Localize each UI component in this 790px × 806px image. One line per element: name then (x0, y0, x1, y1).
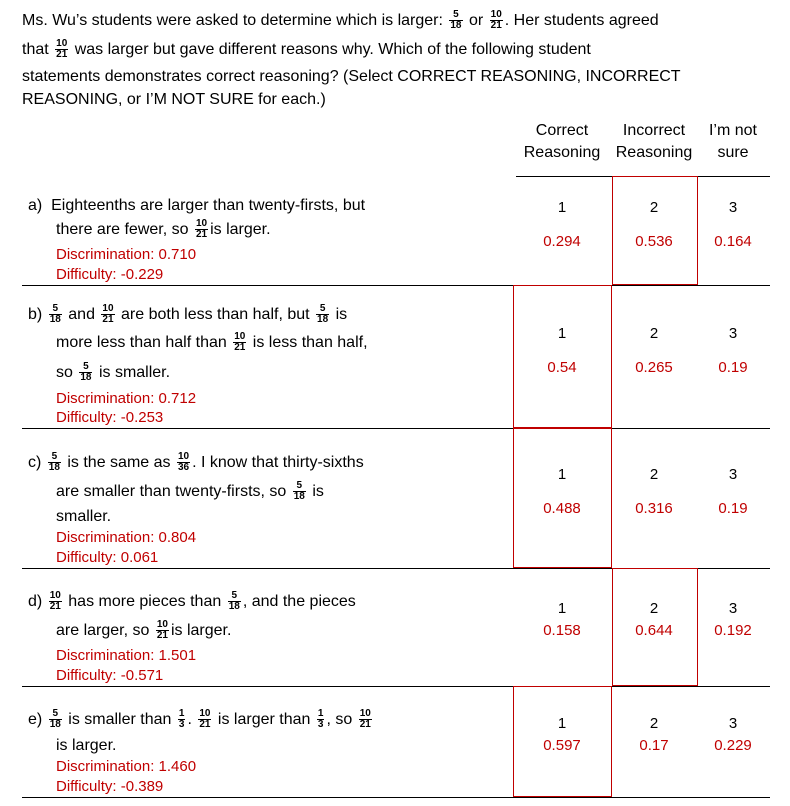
numerator: 5 (316, 304, 329, 315)
column-header-incorrect (612, 120, 696, 164)
option-code-correct: 1 (557, 466, 567, 483)
option-code-not-sure: 3 (728, 715, 738, 732)
question-line-2 (22, 36, 591, 63)
numerator: 1 (178, 708, 185, 720)
proportion-incorrect: 0.536 (635, 233, 673, 250)
correct-answer-box-b (513, 285, 612, 428)
item-text: . (187, 711, 192, 728)
difficulty-value: Difficulty: -0.389 (56, 778, 164, 795)
column-header-correct (518, 120, 606, 164)
proportion-not-sure: 0.164 (714, 233, 752, 250)
denominator: 21 (102, 314, 114, 326)
item-text: . I know that thirty-sixths (192, 454, 364, 471)
fraction-5-18 (48, 452, 61, 473)
option-code-not-sure: 3 (728, 199, 738, 216)
question-text: . Her students agreed (504, 12, 659, 29)
proportion-not-sure: 0.19 (718, 500, 748, 517)
fraction-5-18 (49, 304, 62, 325)
denominator: 21 (359, 719, 371, 731)
numerator: 5 (49, 304, 62, 315)
item-d-line-1 (28, 590, 356, 614)
denominator: 21 (234, 342, 246, 354)
item-b-line-1 (28, 303, 347, 327)
option-code-incorrect: 2 (649, 466, 659, 483)
fraction-10-21 (55, 39, 68, 60)
option-code-incorrect: 2 (649, 325, 659, 342)
fraction-5-18 (316, 304, 329, 325)
item-c-line-3: smaller. (56, 508, 112, 525)
row-divider (22, 797, 770, 798)
denominator: 18 (228, 601, 240, 613)
question-text: or (468, 12, 484, 29)
item-c-line-1 (28, 451, 364, 475)
fraction-10-21 (359, 709, 372, 730)
item-label: c) (28, 454, 42, 471)
fraction-1-3 (317, 709, 325, 730)
fraction-10-21 (49, 591, 62, 612)
item-text: Eighteenths are larger than twenty-firsts, but (51, 197, 366, 214)
header-text: Reasoning (615, 144, 693, 161)
proportion-incorrect: 0.17 (639, 737, 669, 754)
question-line-1 (22, 7, 659, 34)
discrimination-value: Discrimination: 0.712 (56, 390, 197, 407)
numerator: 10 (49, 590, 61, 602)
denominator: 21 (199, 719, 211, 731)
item-b-line-3 (56, 361, 170, 385)
numerator: 5 (449, 10, 462, 21)
header-text: Correct (535, 122, 589, 139)
row-divider (22, 285, 770, 286)
fraction-10-21 (101, 304, 114, 325)
item-text: is less than half, (252, 334, 368, 351)
fraction-5-18 (79, 362, 92, 383)
header-text: Reasoning (523, 144, 601, 161)
item-text: has more pieces than (68, 593, 222, 610)
item-text: are larger, so (56, 622, 150, 639)
numerator: 10 (199, 708, 211, 720)
denominator: 18 (48, 462, 60, 474)
denominator: 18 (49, 719, 61, 731)
item-a-line-1 (28, 194, 365, 218)
proportion-correct: 0.488 (543, 500, 581, 517)
fraction-10-21 (156, 620, 169, 641)
option-code-not-sure: 3 (728, 466, 738, 483)
option-code-correct: 1 (557, 325, 567, 342)
proportion-incorrect: 0.316 (635, 500, 673, 517)
item-label: d) (28, 593, 43, 610)
numerator: 10 (102, 303, 114, 315)
item-text: so (56, 364, 73, 381)
denominator: 18 (317, 314, 329, 326)
option-code-incorrect: 2 (649, 600, 659, 617)
denominator: 36 (177, 462, 190, 474)
proportion-not-sure: 0.192 (714, 622, 752, 639)
fraction-5-18 (228, 591, 241, 612)
proportion-incorrect: 0.265 (635, 359, 673, 376)
numerator: 10 (156, 619, 168, 631)
denominator: 21 (49, 601, 61, 613)
item-text: is larger. (210, 221, 271, 238)
question-text: was larger but gave different reasons why. Which of the following student (74, 41, 591, 58)
item-text: and (68, 306, 95, 323)
option-code-incorrect: 2 (649, 199, 659, 216)
proportion-correct: 0.158 (543, 622, 581, 639)
numerator: 5 (293, 481, 306, 492)
header-text: sure (717, 144, 749, 161)
question-line-3: statements demonstrates correct reasoning? (Select CORRECT REASONING, INCORRECT (22, 68, 681, 85)
item-text: , so (326, 711, 353, 728)
difficulty-value: Difficulty: 0.061 (56, 549, 159, 566)
item-text: is (335, 306, 348, 323)
fraction-1-3 (178, 709, 186, 730)
fraction-10-36 (177, 452, 190, 473)
difficulty-value: Difficulty: -0.253 (56, 409, 164, 426)
item-e-line-2: is larger. (56, 737, 117, 754)
item-text: is the same as (67, 454, 171, 471)
option-code-correct: 1 (557, 199, 567, 216)
numerator: 5 (49, 709, 62, 720)
numerator: 10 (56, 38, 68, 50)
item-text: is smaller than (68, 711, 172, 728)
item-label: b) (28, 306, 43, 323)
item-text: there are fewer, so (56, 221, 189, 238)
correct-answer-box-a (612, 176, 698, 285)
row-divider (22, 428, 770, 429)
item-text: is larger than (217, 711, 311, 728)
denominator: 18 (80, 372, 92, 384)
item-text: is (312, 483, 324, 500)
proportion-not-sure: 0.19 (718, 359, 748, 376)
discrimination-value: Discrimination: 0.710 (56, 246, 197, 263)
row-divider (22, 686, 770, 687)
numerator: 5 (48, 452, 61, 463)
item-text: , and the pieces (242, 593, 356, 610)
question-text: Ms. Wu’s students were asked to determine which is larger: (22, 12, 443, 29)
fraction-10-21 (490, 10, 503, 31)
numerator: 1 (317, 708, 324, 720)
proportion-not-sure: 0.229 (714, 737, 752, 754)
item-b-line-2 (56, 331, 368, 355)
denominator: 18 (450, 20, 462, 32)
option-code-not-sure: 3 (728, 325, 738, 342)
numerator: 10 (359, 708, 371, 720)
option-code-correct: 1 (557, 715, 567, 732)
option-code-incorrect: 2 (649, 715, 659, 732)
header-text: I’m not (708, 122, 757, 139)
difficulty-value: Difficulty: -0.229 (56, 266, 164, 283)
item-text: is larger. (170, 622, 232, 639)
option-code-not-sure: 3 (728, 600, 738, 617)
proportion-correct: 0.597 (543, 737, 581, 754)
option-code-correct: 1 (557, 600, 567, 617)
fraction-10-21 (195, 219, 208, 240)
item-e-line-1 (28, 708, 374, 732)
fraction-5-18 (293, 481, 306, 502)
fraction-10-21 (198, 709, 211, 730)
header-text: Incorrect (622, 122, 686, 139)
denominator: 18 (49, 314, 61, 326)
numerator: 10 (490, 9, 502, 21)
item-text: more less than half than (56, 334, 227, 351)
numerator: 5 (79, 362, 92, 373)
fraction-5-18 (49, 709, 62, 730)
item-d-line-2 (56, 619, 231, 643)
fraction-5-18 (449, 10, 462, 31)
proportion-correct: 0.294 (543, 233, 581, 250)
discrimination-value: Discrimination: 1.460 (56, 758, 197, 775)
question-text: that (22, 41, 49, 58)
item-c-line-2 (56, 480, 324, 504)
item-text: is smaller. (98, 364, 171, 381)
correct-answer-box-c (513, 428, 612, 568)
denominator: 3 (178, 719, 185, 731)
item-a-line-2 (56, 218, 271, 242)
question-line-4: REASONING, or I’M NOT SURE for each.) (22, 91, 326, 108)
numerator: 10 (234, 331, 246, 343)
item-text: are smaller than twenty-firsts, so (56, 483, 287, 500)
numerator: 10 (177, 451, 190, 463)
column-header-not-sure (698, 120, 768, 164)
fraction-10-21 (233, 332, 246, 353)
difficulty-value: Difficulty: -0.571 (56, 667, 164, 684)
denominator: 21 (195, 229, 208, 241)
item-label: a) (28, 197, 43, 214)
discrimination-value: Discrimination: 0.804 (56, 529, 197, 546)
denominator: 3 (317, 719, 324, 731)
proportion-correct: 0.54 (547, 359, 577, 376)
item-text: are both less than half, but (121, 306, 310, 323)
proportion-incorrect: 0.644 (635, 622, 673, 639)
denominator: 21 (56, 49, 68, 61)
discrimination-value: Discrimination: 1.501 (56, 647, 197, 664)
denominator: 21 (156, 630, 168, 642)
denominator: 21 (490, 20, 502, 32)
numerator: 10 (195, 218, 208, 230)
item-label: e) (28, 711, 43, 728)
numerator: 5 (228, 591, 241, 602)
denominator: 18 (293, 491, 305, 503)
